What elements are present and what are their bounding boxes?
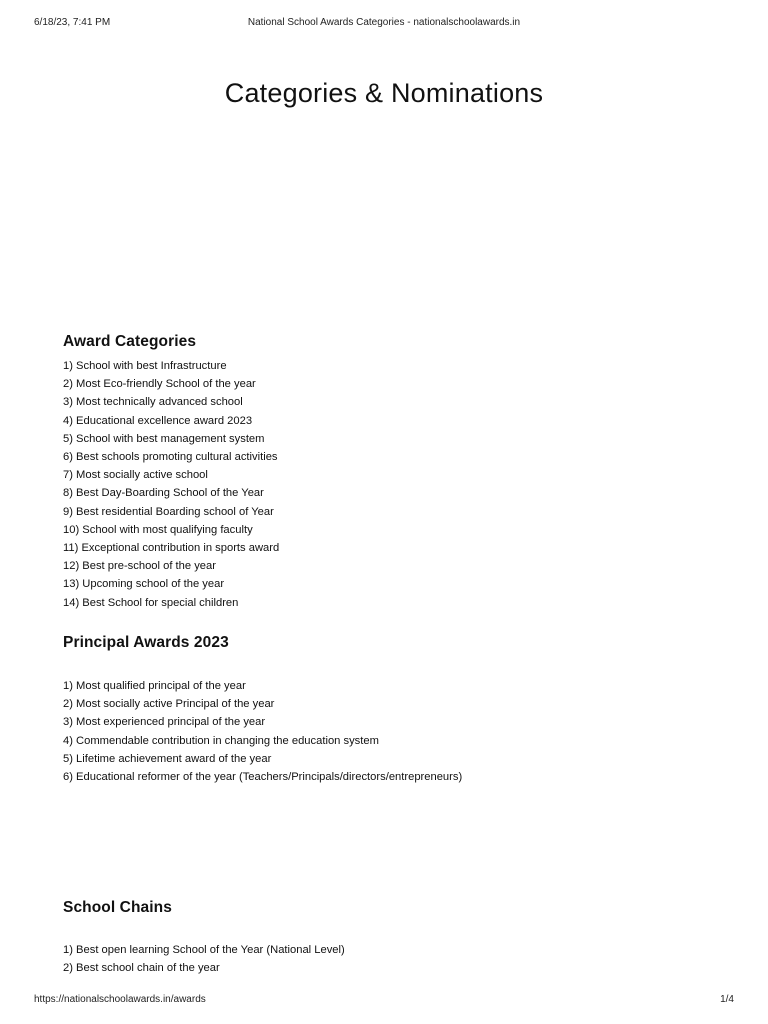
list-item: 4) Educational excellence award 2023	[63, 414, 253, 427]
list-item: 8) Best Day-Boarding School of the Year	[63, 487, 264, 500]
list-item: 5) School with best management system	[63, 432, 265, 445]
principal-awards-heading: Principal Awards 2023	[63, 634, 229, 651]
list-item: 14) Best School for special children	[63, 596, 239, 609]
list-item: 10) School with most qualifying faculty	[63, 523, 253, 536]
list-item: 2) Most socially active Principal of the year	[63, 698, 275, 711]
list-item: 2) Best school chain of the year	[63, 962, 220, 975]
list-item: 12) Best pre-school of the year	[63, 560, 216, 573]
list-item: 13) Upcoming school of the year	[63, 578, 225, 591]
award-categories-list	[63, 357, 279, 612]
page-title: Categories & Nominations	[224, 78, 544, 108]
list-item: 11) Exceptional contribution in sports award	[63, 542, 280, 555]
list-item: 1) School with best Infrastructure	[63, 360, 227, 372]
page-number: 1/4	[720, 994, 734, 1005]
list-item: 7) Most socially active school	[63, 469, 208, 482]
list-item: 3) Most technically advanced school	[63, 396, 243, 409]
list-item: 4) Commendable contribution in changing the education system	[63, 734, 379, 747]
list-item: 2) Most Eco-friendly School of the year	[63, 378, 256, 391]
school-chains-list	[63, 941, 345, 977]
award-categories-heading: Award Categories	[63, 333, 197, 350]
print-datetime: 6/18/23, 7:41 PM	[34, 17, 111, 28]
list-item: 9) Best residential Boarding school of Year	[63, 505, 274, 518]
list-item: 6) Educational reformer of the year (Teachers/Principals/directors/entrepreneurs)	[63, 771, 463, 784]
list-item: 6) Best schools promoting cultural activities	[63, 451, 278, 464]
list-item: 5) Lifetime achievement award of the year	[63, 752, 272, 765]
list-item: 1) Most qualified principal of the year	[63, 680, 246, 692]
list-item: 3) Most experienced principal of the year	[63, 716, 266, 729]
school-chains-heading: School Chains	[63, 899, 172, 916]
print-document-title: National School Awards Categories - nationalschoolawards.in	[247, 17, 521, 28]
list-item: 1) Best open learning School of the Year (National Level)	[63, 944, 345, 956]
principal-awards-list	[63, 677, 462, 786]
print-url: https://nationalschoolawards.in/awards	[34, 994, 206, 1005]
